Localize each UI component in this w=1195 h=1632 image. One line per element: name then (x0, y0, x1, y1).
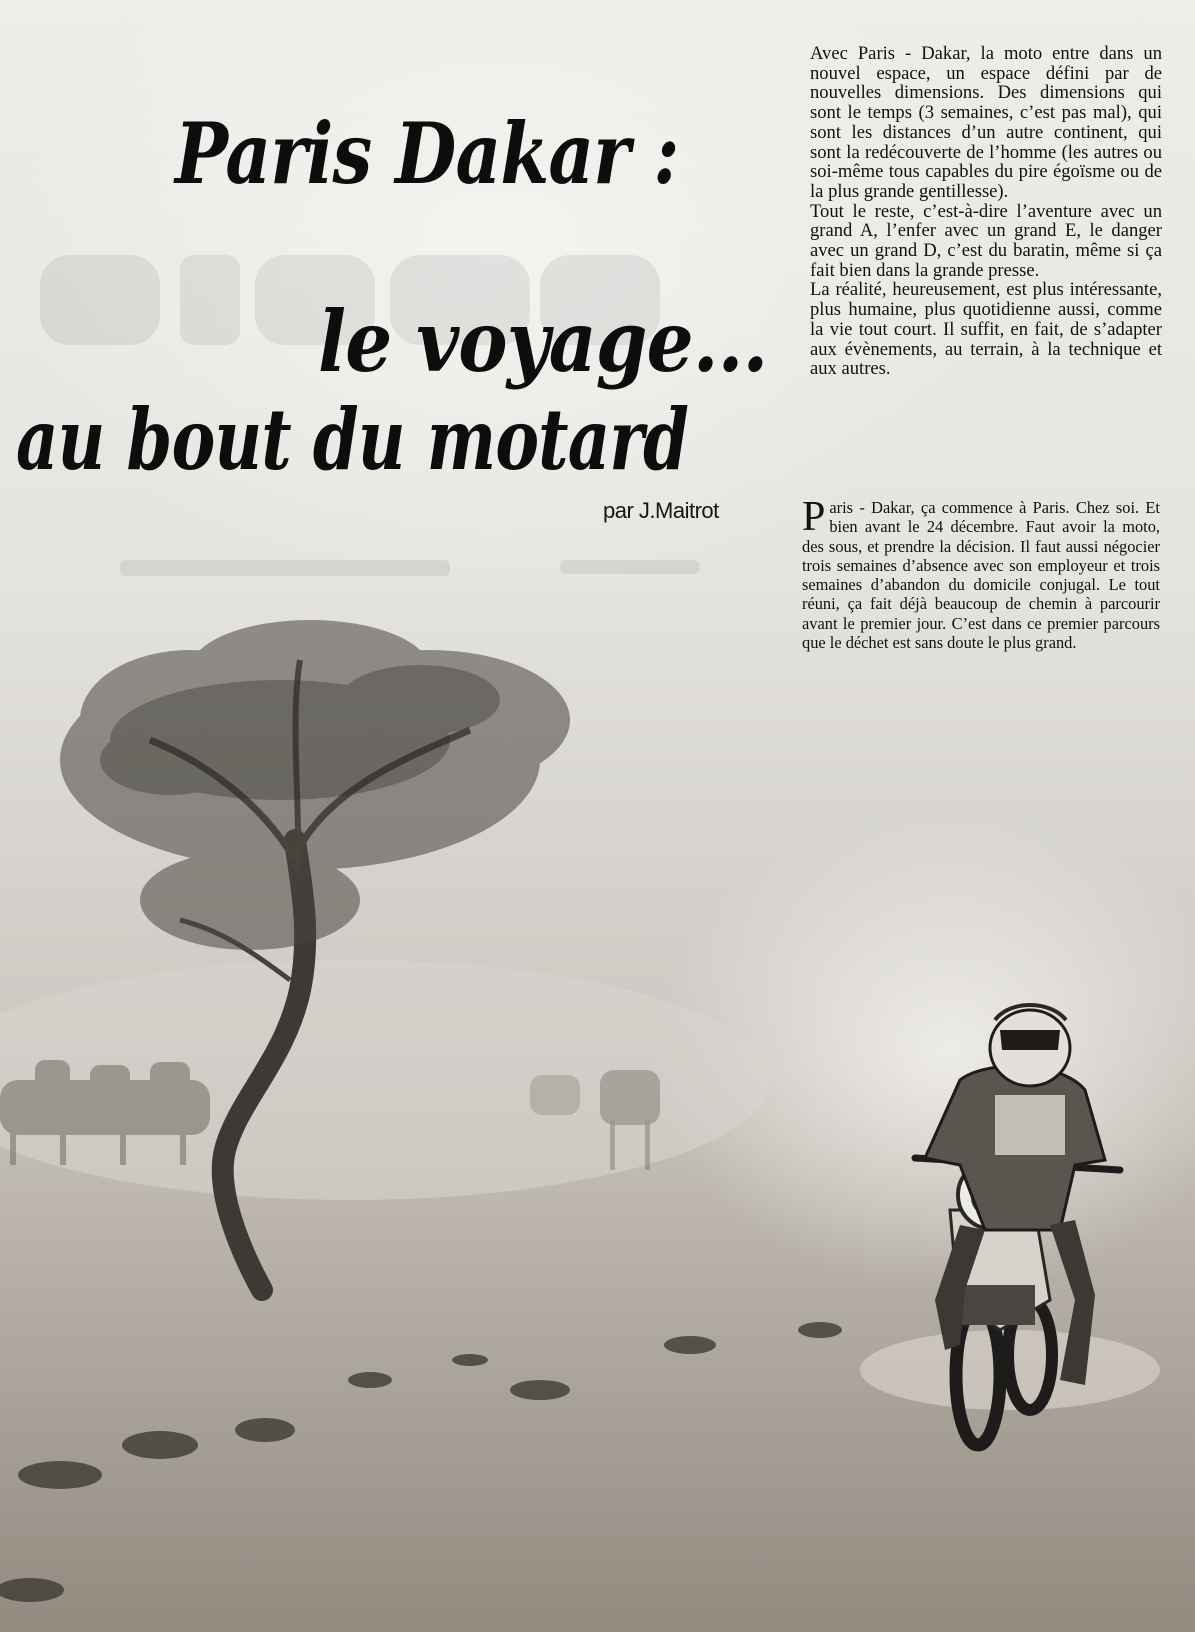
intro-text-block (810, 44, 1162, 379)
body-text-block (802, 494, 1160, 653)
intro-paragraph-3: La réalité, heureusement, est plus intéressante, plus humaine, plus quotidienne aussi, comme la vie tout court. Il suffit, en fait, de s’adapter aux évènements, au terrain, à la technique et aux autres. (810, 279, 1162, 380)
drop-cap: P (802, 494, 826, 540)
headline-line-1: Paris Dakar : (175, 104, 679, 203)
headline-line-2: le voyage... (318, 292, 768, 391)
author-byline: par J.Maitrot (603, 498, 719, 523)
intro-paragraph-1: Avec Paris - Dakar, la moto entre dans un nouvel espace, un espace défini par de nouvelles dimensions. Des dimensions qui sont le temps (3 semaines, c’est pas mal), qui sont les distances d’un autre continent, qui sont la redécouverte de l’homme (les autres ou soi-même tous capables du pire égoïsme ou de la plus grande gentillesse). (810, 43, 1162, 202)
headline-line-3: au bout du motard (16, 390, 689, 489)
intro-paragraph-2: Tout le reste, c’est-à-dire l’aventure avec un grand A, l’enfer avec un grand E, le danger avec un grand D, c’est du baratin, même si ça fait bien dans la grande presse. (810, 200, 1162, 281)
body-paragraph: aris - Dakar, ça commence à Paris. Chez soi. Et bien avant le 24 décembre. Faut avoir la moto, des sous, et prendre la décision. Il faut aussi négocier trois semaines d’absence avec son employeur et trois semaines d’abandon du domicile conjugal. Le tout réuni, ça fait déjà beaucoup de chemin à parcourir avant le premier jour. C’est dans ce premier parcours que le déchet est sans doute le plus grand. (802, 498, 1160, 653)
